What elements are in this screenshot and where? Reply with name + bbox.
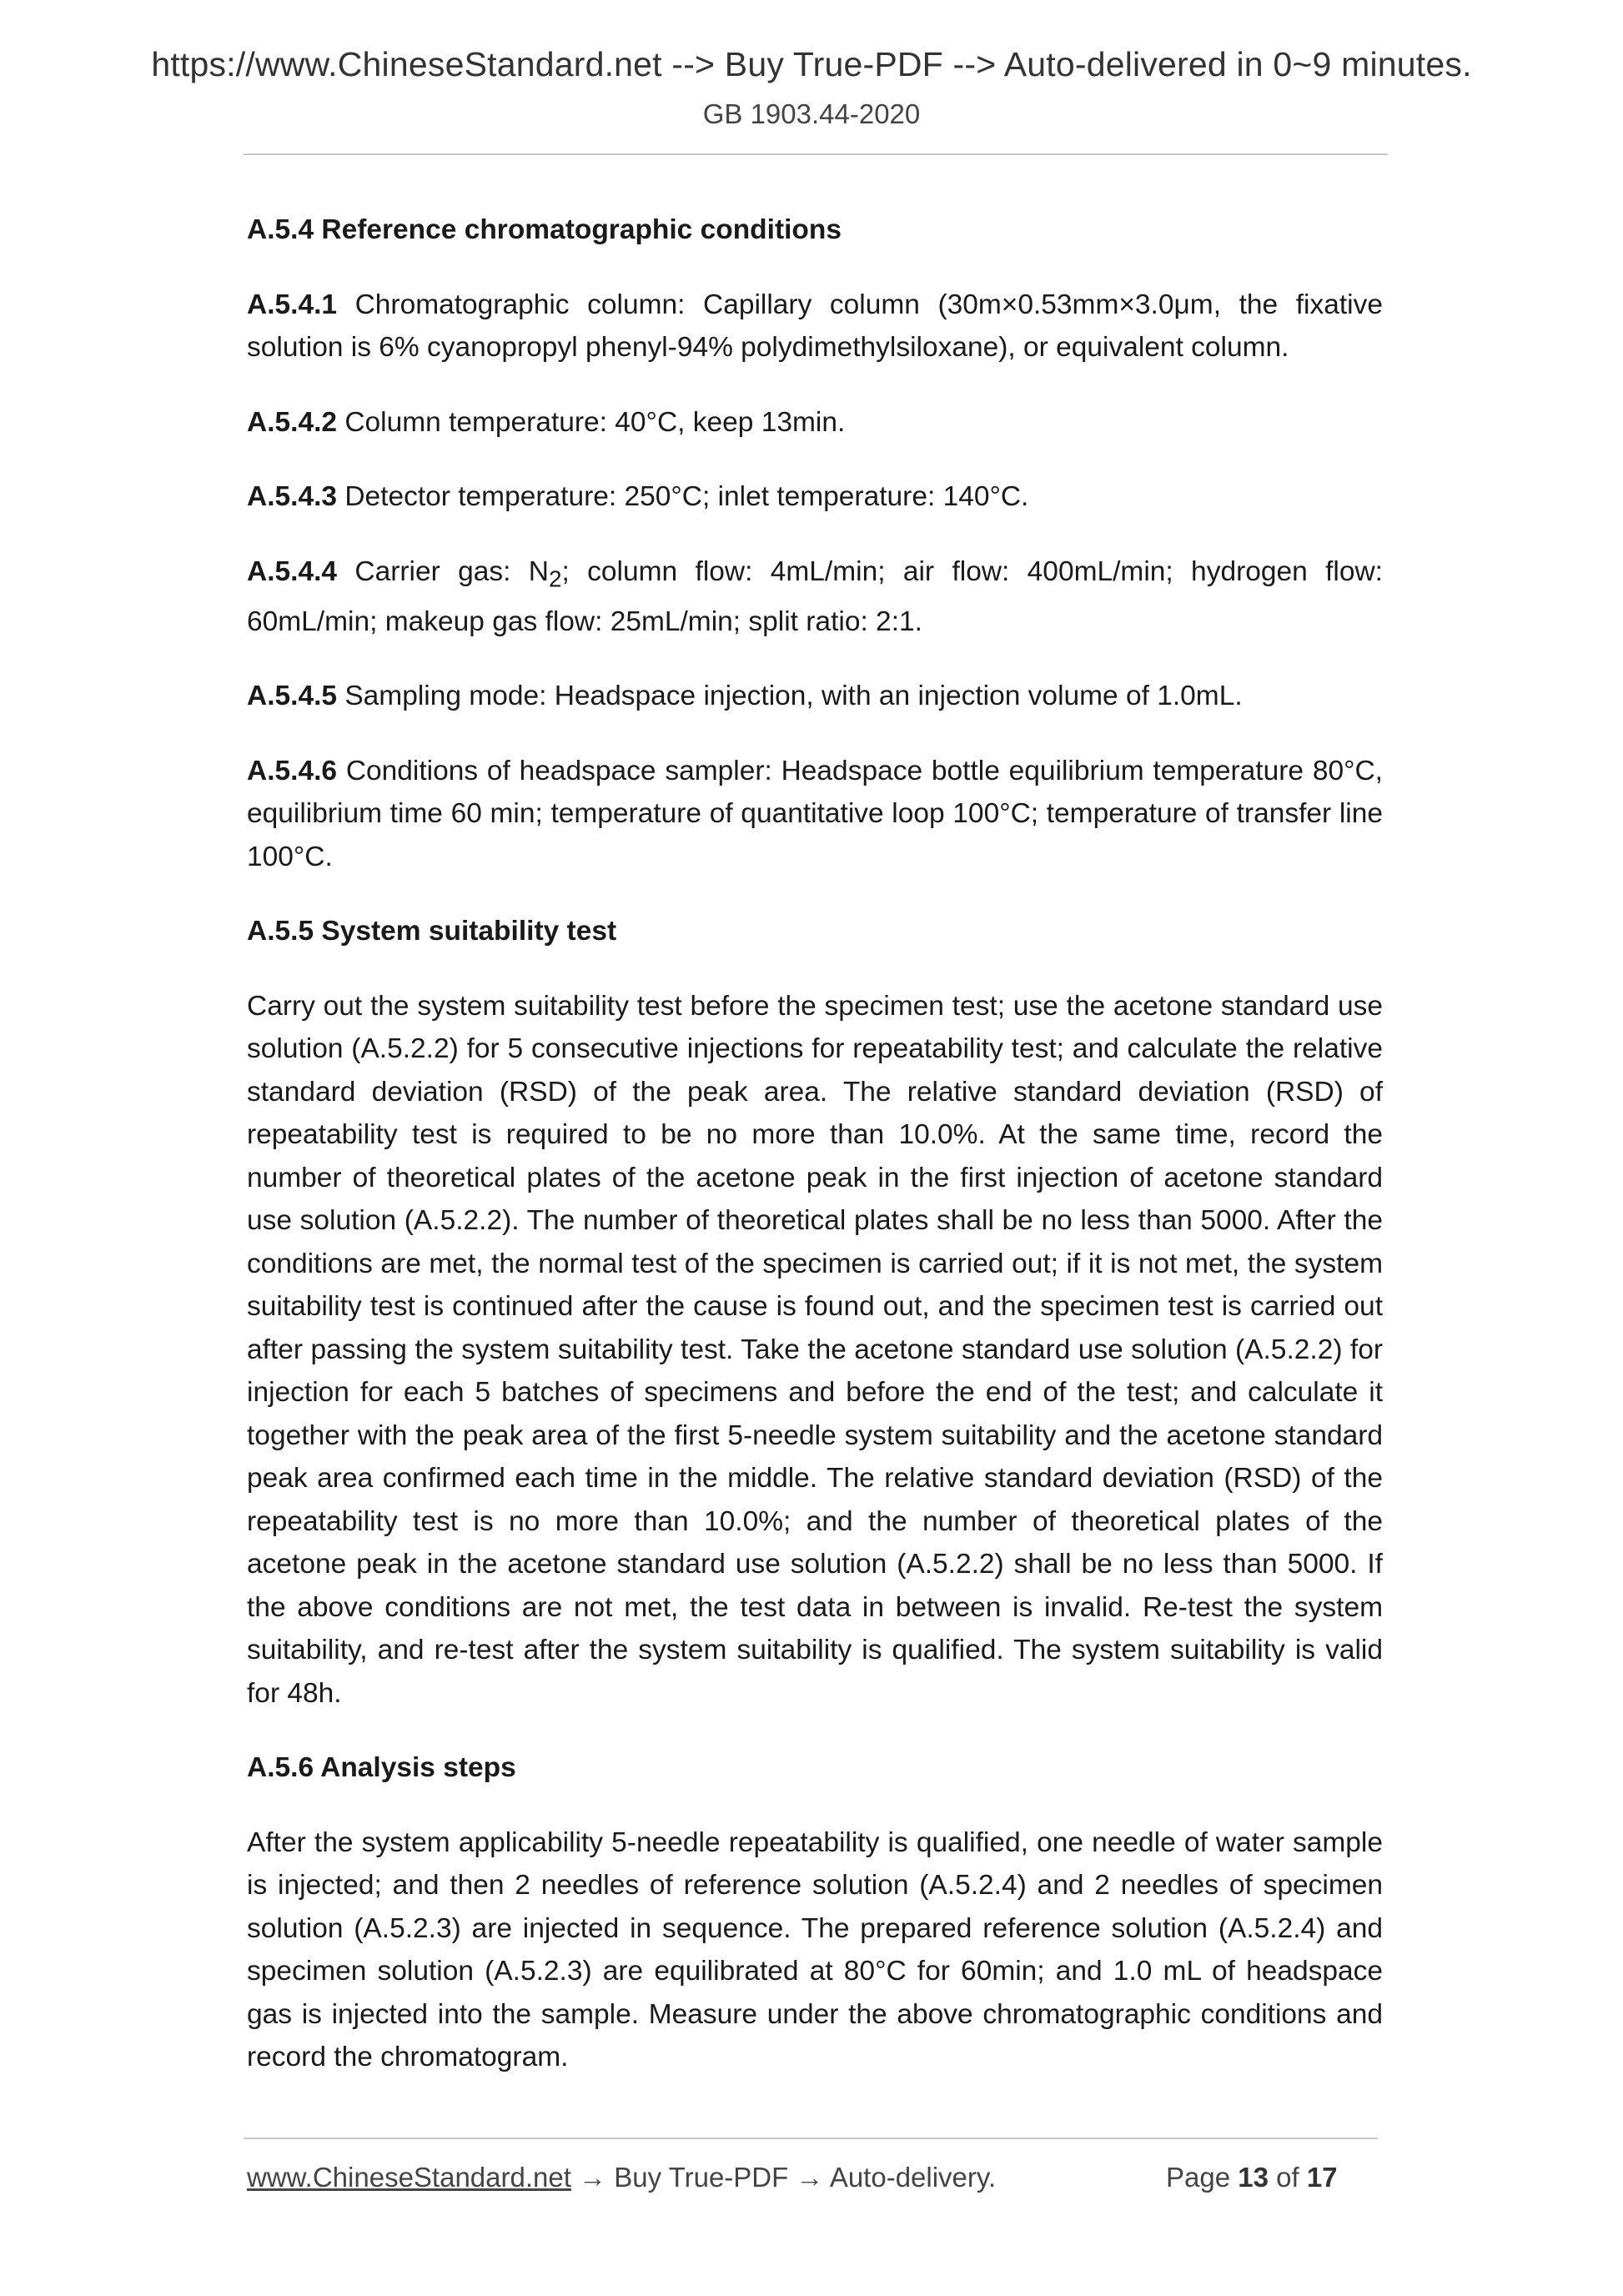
clause-text: Carrier gas: N [337, 555, 549, 587]
subscript: 2 [548, 565, 562, 592]
footer-tagline: → Buy True-PDF → Auto-delivery. [570, 2162, 997, 2193]
clause-text: Sampling mode: Headspace injection, with an injection volume of 1.0mL. [337, 681, 1243, 712]
header-divider [244, 153, 1388, 155]
section-heading-a55: A.5.5 System suitability test [247, 916, 617, 947]
page-label: Page [1166, 2162, 1239, 2193]
page-indicator [1166, 2162, 1338, 2193]
section-heading-a56: A.5.6 Analysis steps [247, 1752, 516, 1784]
document-body [247, 208, 1383, 2111]
paragraph-a546 [247, 750, 1383, 879]
header-banner: https://www.ChineseStandard.net --> Buy True-PDF --> Auto-delivered in 0~9 minutes. [151, 45, 1472, 83]
footer-left [247, 2162, 996, 2193]
paragraph-a542 [247, 401, 1383, 445]
footer-site-link[interactable]: www.ChineseStandard.net [247, 2162, 571, 2193]
paragraph-a544 [247, 550, 1383, 644]
clause-text: Conditions of headspace sampler: Headspace bottle equilibrium temperature 80°C, equilibrium time 60 min; temperature of quantitative loop 100°C; temperature of transfer line 100°C. [247, 755, 1383, 872]
clause-number: A.5.4.1 [247, 289, 338, 320]
paragraph-a541 [247, 284, 1383, 369]
standard-code: GB 1903.44-2020 [702, 98, 921, 129]
clause-number: A.5.4.5 [247, 681, 338, 712]
clause-number: A.5.4.2 [247, 406, 338, 438]
page-of: of [1268, 2162, 1307, 2193]
page-current: 13 [1238, 2162, 1269, 2193]
footer-divider [244, 2138, 1378, 2139]
clause-number: A.5.4.3 [247, 481, 338, 512]
paragraph-a543 [247, 475, 1383, 519]
section-heading-a54: A.5.4 Reference chromatographic conditions [247, 214, 842, 245]
page-total: 17 [1306, 2162, 1338, 2193]
paragraph-a56-body: After the system applicability 5-needle repeatability is qualified, one needle of water sample is injected; and then 2 needles of reference solution (A.5.2.4) and 2 needles of specimen solution (A.5.2.3) are injected in sequence. The prepared reference solution (A.5.2.4) and specimen solution (A.5.2.3) are equilibrated at 80°C for 60min; and 1.0 mL of headspace gas is injected into the sample. Measure under the above chromatographic conditions and record the chromatogram. [247, 1826, 1383, 2073]
clause-text: Column temperature: 40°C, keep 13min. [337, 406, 846, 438]
paragraph-a55-body: Carry out the system suitability test before the specimen test; use the acetone standard use solution (A.5.2.2) for 5 consecutive injections for repeatability test; and calculate the relative standard deviation (RSD) of the peak area. The relative standard deviation (RSD) of repeatability test is required to be no more than 10.0%. At the same time, record the number of theoretical plates of the acetone peak in the first injection of acetone standard use solution (A.5.2.2). The number of theoretical plates shall be no less than 5000. After the conditions are met, the normal test of the specimen is carried out; if it is not met, the system suitability test is continued after the cause is found out, and the specimen test is carried out after passing the system suitability test. Take the acetone standard use solution (A.5.2.2) for injection for each 5 batches of specimens and before the end of the test; and calculate it together with the peak area of the first 5-needle system suitability and the acetone standard peak area confirmed each time in the middle. The relative standard deviation (RSD) of the repeatability test is no more than 10.0%; and the number of theoretical plates of the acetone peak in the acetone standard use solution (A.5.2.2) shall be no less than 5000. If the above conditions are not met, the test data in between is invalid. Re-test the system suitability, and re-test after the system suitability is qualified. The system suitability is valid for 48h. [247, 990, 1383, 1709]
clause-number: A.5.4.4 [247, 555, 338, 587]
paragraph-a545 [247, 675, 1383, 718]
clause-text: Chromatographic column: Capillary column (30m×0.53mm×3.0μm, the fixative solution is 6% cyanopropyl phenyl-94% polydimethylsiloxane), or equivalent column. [247, 289, 1383, 363]
clause-text: Detector temperature: 250°C; inlet temperature: 140°C. [337, 481, 1029, 512]
clause-number: A.5.4.6 [247, 755, 338, 786]
clause-text: ; column flow: 4mL/min; air flow: 400mL/min; hydrogen flow: 60mL/min; makeup gas flow: 25mL/min; split ratio: 2:1. [247, 555, 1383, 637]
